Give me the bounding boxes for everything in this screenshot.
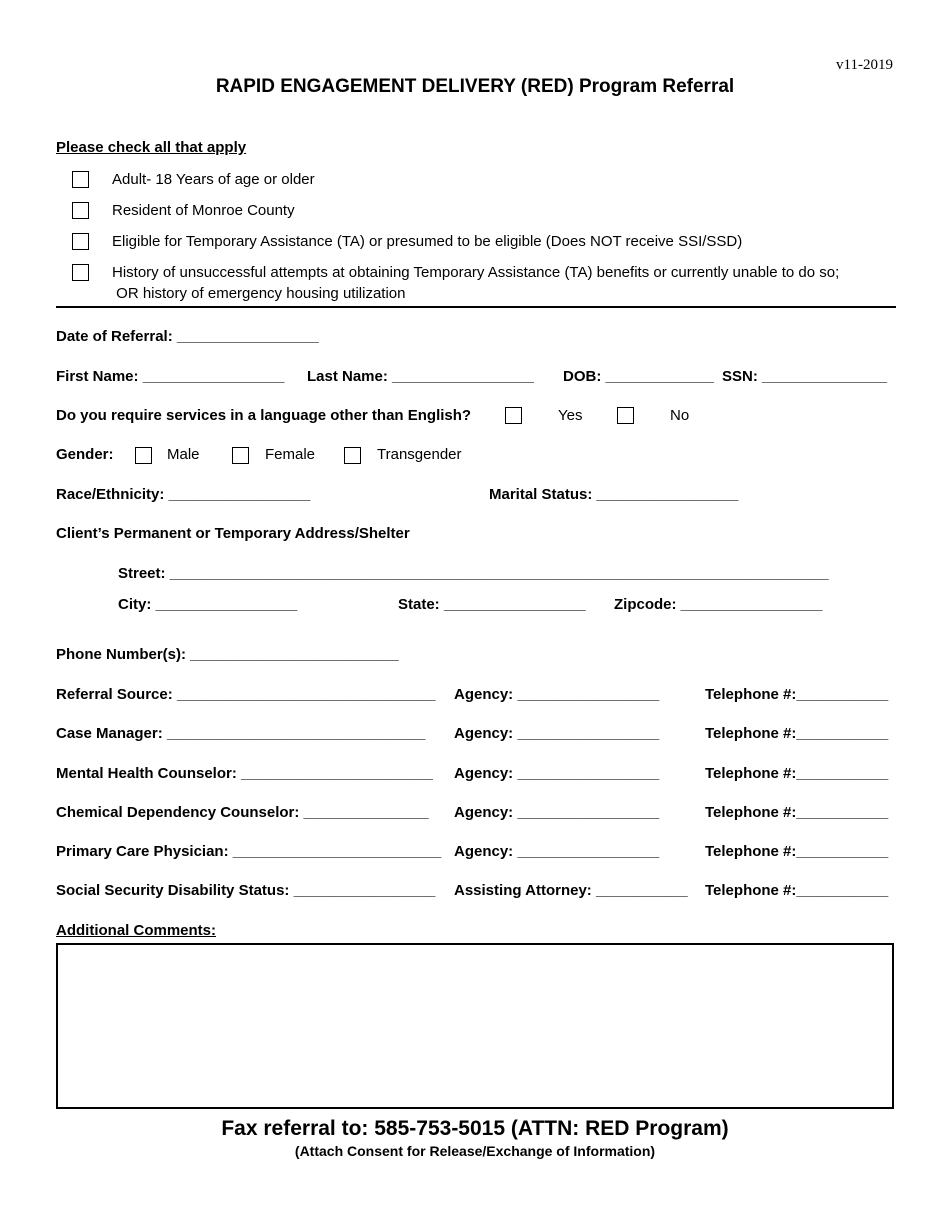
version-label: v11-2019 <box>836 57 893 73</box>
primary-care-agency-field[interactable]: Agency: _________________ <box>454 843 660 860</box>
additional-comments-label: Additional Comments: <box>56 922 216 939</box>
referral-agency-field[interactable]: Agency: _________________ <box>454 686 660 703</box>
marital-status-field[interactable]: Marital Status: _________________ <box>489 486 739 503</box>
ta-eligible-label: Eligible for Temporary Assistance (TA) or presumed to be eligible (Does NOT receive SSI/SSD) <box>112 233 743 250</box>
ssn-field[interactable]: SSN: _______________ <box>722 368 888 385</box>
race-field[interactable]: Race/Ethnicity: _________________ <box>56 486 311 503</box>
mental-health-telephone-field[interactable]: Telephone #:___________ <box>705 765 889 782</box>
case-manager-telephone-field[interactable]: Telephone #:___________ <box>705 725 889 742</box>
gender-transgender-checkbox[interactable] <box>344 447 361 464</box>
page-title: RAPID ENGAGEMENT DELIVERY (RED) Program Referral <box>215 76 735 97</box>
gender-male-label: Male <box>167 446 200 463</box>
attach-consent-note: (Attach Consent for Release/Exchange of Information) <box>294 1143 656 1159</box>
referral-source-field[interactable]: Referral Source: _______________________________ <box>56 686 436 703</box>
section-divider <box>56 306 896 308</box>
language-question: Do you require services in a language other than English? <box>56 407 472 424</box>
resident-checkbox[interactable] <box>72 202 89 219</box>
gender-transgender-label: Transgender <box>377 446 462 463</box>
adult-checkbox[interactable] <box>72 171 89 188</box>
referral-telephone-field[interactable]: Telephone #:___________ <box>705 686 889 703</box>
state-field[interactable]: State: _________________ <box>398 596 586 613</box>
language-no-label: No <box>670 407 690 424</box>
resident-label: Resident of Monroe County <box>112 202 295 219</box>
language-no-checkbox[interactable] <box>617 407 634 424</box>
assisting-attorney-field[interactable]: Assisting Attorney: ___________ <box>454 882 688 899</box>
chemical-dependency-telephone-field[interactable]: Telephone #:___________ <box>705 804 889 821</box>
gender-male-checkbox[interactable] <box>135 447 152 464</box>
primary-care-telephone-field[interactable]: Telephone #:___________ <box>705 843 889 860</box>
mental-health-agency-field[interactable]: Agency: _________________ <box>454 765 660 782</box>
gender-female-label: Female <box>265 446 316 463</box>
additional-comments-box[interactable] <box>56 943 894 1109</box>
ta-eligible-checkbox[interactable] <box>72 233 89 250</box>
fax-instruction: Fax referral to: 585-753-5015 (ATTN: RED Program) <box>221 1117 729 1140</box>
ssd-telephone-field[interactable]: Telephone #:___________ <box>705 882 889 899</box>
language-yes-checkbox[interactable] <box>505 407 522 424</box>
city-field[interactable]: City: _________________ <box>118 596 298 613</box>
language-yes-label: Yes <box>558 407 583 424</box>
ta-history-label-cont: OR history of emergency housing utilization <box>112 285 406 302</box>
mental-health-counselor-field[interactable]: Mental Health Counselor: _______________________ <box>56 765 433 782</box>
ta-history-label: History of unsuccessful attempts at obtaining Temporary Assistance (TA) benefits or currently unable to do so; <box>112 264 840 281</box>
street-field[interactable]: Street: _______________________________________________________________________________ <box>118 565 829 582</box>
checklist-heading: Please check all that apply <box>56 139 247 156</box>
address-heading: Client’s Permanent or Temporary Address/Shelter <box>56 525 410 542</box>
phone-field[interactable]: Phone Number(s): _________________________ <box>56 646 399 663</box>
ta-history-checkbox[interactable] <box>72 264 89 281</box>
chemical-dependency-field[interactable]: Chemical Dependency Counselor: _______________ <box>56 804 429 821</box>
adult-label: Adult- 18 Years of age or older <box>112 171 315 188</box>
gender-label: Gender: <box>56 446 114 463</box>
case-manager-agency-field[interactable]: Agency: _________________ <box>454 725 660 742</box>
dob-field[interactable]: DOB: _____________ <box>563 368 714 385</box>
last-name-field[interactable]: Last Name: _________________ <box>307 368 534 385</box>
date-of-referral-field[interactable]: Date of Referral: _________________ <box>56 328 319 345</box>
ssd-status-field[interactable]: Social Security Disability Status: _________________ <box>56 882 436 899</box>
primary-care-physician-field[interactable]: Primary Care Physician: _________________________ <box>56 843 442 860</box>
zipcode-field[interactable]: Zipcode: _________________ <box>614 596 823 613</box>
gender-female-checkbox[interactable] <box>232 447 249 464</box>
first-name-field[interactable]: First Name: _________________ <box>56 368 285 385</box>
case-manager-field[interactable]: Case Manager: _______________________________ <box>56 725 426 742</box>
chemical-dependency-agency-field[interactable]: Agency: _________________ <box>454 804 660 821</box>
